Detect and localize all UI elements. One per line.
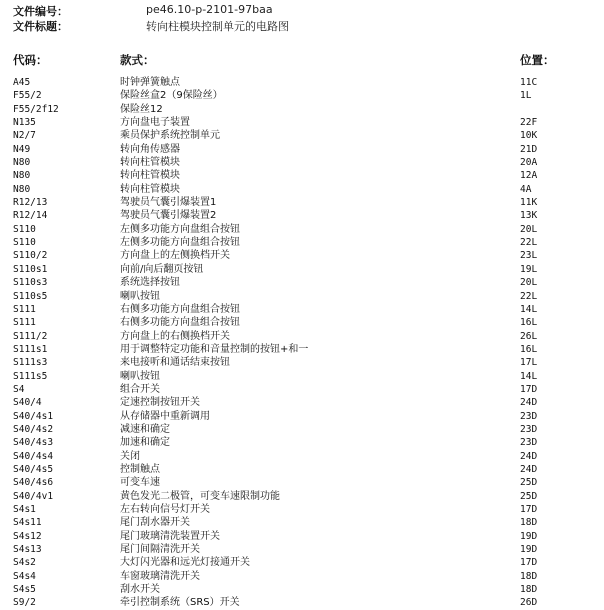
table-row bbox=[0, 263, 604, 276]
component-code: S40/4s2 bbox=[13, 423, 54, 435]
component-code: A45 bbox=[13, 77, 31, 88]
component-position: 12A bbox=[520, 170, 538, 182]
component-description: 可变车速 bbox=[120, 477, 160, 489]
component-description: 方向盘电子装置 bbox=[120, 117, 190, 129]
component-description: 组合开关 bbox=[120, 383, 160, 395]
component-position: 18D bbox=[520, 584, 538, 596]
column-header-code: 代码： bbox=[13, 53, 48, 67]
table-row bbox=[0, 476, 604, 489]
table-row bbox=[0, 169, 604, 182]
component-code: S4s12 bbox=[13, 530, 42, 542]
component-position: 19D bbox=[520, 530, 538, 542]
component-code: S110/2 bbox=[13, 250, 48, 262]
component-description: 从存储器中重新调用 bbox=[120, 410, 210, 422]
table-row bbox=[0, 129, 604, 142]
table-row bbox=[0, 530, 604, 543]
component-code: S111 bbox=[13, 317, 36, 329]
component-position: 23L bbox=[520, 250, 538, 262]
component-description: 尾门玻璃清洗装置开关 bbox=[120, 530, 220, 542]
component-description: 用于调整特定功能和音量控制的按钮+和一 bbox=[120, 343, 309, 355]
doc-number-label: 文件编号： bbox=[13, 5, 68, 18]
component-position: 24D bbox=[520, 397, 538, 409]
doc-number-value: pe46.10-p-2101-97baa bbox=[146, 3, 273, 16]
component-code: N80 bbox=[13, 157, 31, 169]
component-position: 22F bbox=[520, 117, 538, 129]
table-row bbox=[0, 89, 604, 102]
component-description: 关闭 bbox=[120, 450, 140, 462]
component-description: 定速控制按钮开关 bbox=[120, 397, 200, 409]
component-description: 尾门刮水器开关 bbox=[120, 517, 190, 529]
table-row bbox=[0, 423, 604, 436]
component-position: 25D bbox=[520, 477, 538, 489]
component-position: 20L bbox=[520, 223, 538, 235]
component-description: 右侧多功能方向盘组合按钮 bbox=[120, 303, 240, 315]
component-position: 14L bbox=[520, 303, 538, 315]
component-code: S40/4s5 bbox=[13, 463, 54, 475]
table-row bbox=[0, 463, 604, 476]
column-header-position: 位置： bbox=[520, 53, 555, 67]
table-row bbox=[0, 196, 604, 209]
table-row bbox=[0, 303, 604, 316]
component-position: 24D bbox=[520, 463, 538, 475]
component-code: S4s4 bbox=[13, 570, 36, 582]
component-description: 来电接听和通话结束按钮 bbox=[120, 357, 230, 369]
component-position: 26D bbox=[520, 597, 538, 609]
component-description: 转向柱管模块 bbox=[120, 170, 180, 182]
component-code: S4s2 bbox=[13, 557, 36, 569]
component-code: S40/4 bbox=[13, 397, 42, 409]
table-row bbox=[0, 223, 604, 236]
component-code: S111s1 bbox=[13, 343, 48, 355]
table-row bbox=[0, 330, 604, 343]
component-description: 方向盘上的左侧换档开关 bbox=[120, 250, 230, 262]
table-row bbox=[0, 583, 604, 596]
component-description: 左右转向信号灯开关 bbox=[120, 504, 210, 515]
component-code: R12/13 bbox=[13, 197, 48, 209]
component-position: 19L bbox=[520, 263, 538, 275]
component-code: S40/4s1 bbox=[13, 410, 54, 422]
component-code: N80 bbox=[13, 183, 31, 195]
component-description: 驾驶员气囊引爆装置2 bbox=[120, 210, 217, 222]
table-row bbox=[0, 596, 604, 609]
component-code: S40/4s3 bbox=[13, 437, 54, 449]
component-description: 保险丝12 bbox=[120, 103, 163, 115]
component-position: 17L bbox=[520, 357, 538, 369]
table-row bbox=[0, 570, 604, 583]
component-list bbox=[0, 76, 604, 610]
component-position: 26L bbox=[520, 330, 538, 342]
table-row bbox=[0, 316, 604, 329]
table-row bbox=[0, 410, 604, 423]
component-position: 18D bbox=[520, 517, 538, 529]
component-description: 乘员保护系统控制单元 bbox=[120, 130, 220, 142]
table-row bbox=[0, 236, 604, 249]
component-position: 1L bbox=[520, 90, 532, 102]
table-row bbox=[0, 343, 604, 356]
component-code: S111/2 bbox=[13, 330, 48, 342]
component-description: 减速和确定 bbox=[120, 423, 170, 435]
component-code: S40/4s4 bbox=[13, 450, 54, 462]
table-row bbox=[0, 209, 604, 222]
component-position: 11K bbox=[520, 197, 538, 209]
component-position: 10K bbox=[520, 130, 538, 142]
component-position: 22L bbox=[520, 290, 538, 302]
component-position: 23D bbox=[520, 423, 538, 435]
table-row bbox=[0, 156, 604, 169]
component-code: S4s11 bbox=[13, 517, 42, 529]
component-code: S110s5 bbox=[13, 290, 48, 302]
component-description: 保险丝盒2（9保险丝） bbox=[120, 90, 223, 102]
component-position: 4A bbox=[520, 183, 532, 195]
component-position: 20L bbox=[520, 277, 538, 289]
component-position: 17D bbox=[520, 504, 538, 515]
component-description: 大灯闪光器和远光灯接通开关 bbox=[120, 557, 250, 569]
component-position: 24D bbox=[520, 450, 538, 462]
component-code: S111s3 bbox=[13, 357, 48, 369]
component-code: S110 bbox=[13, 223, 36, 235]
component-description: 尾门间隔清洗开关 bbox=[120, 544, 200, 556]
component-description: 时钟弹簧触点 bbox=[120, 77, 180, 88]
table-row bbox=[0, 76, 604, 89]
column-header-description: 款式： bbox=[120, 53, 155, 67]
table-row bbox=[0, 383, 604, 396]
component-description: 牵引控制系统（SRS）开关 bbox=[120, 597, 240, 609]
component-code: S110s3 bbox=[13, 277, 48, 289]
component-description: 控制触点 bbox=[120, 463, 160, 475]
table-row bbox=[0, 543, 604, 556]
table-row bbox=[0, 183, 604, 196]
component-code: S40/4v1 bbox=[13, 490, 54, 502]
component-description: 右侧多功能方向盘组合按钮 bbox=[120, 317, 240, 329]
component-code: R12/14 bbox=[13, 210, 48, 222]
component-description: 黄色发光二极管，可变车速限制功能 bbox=[120, 490, 280, 502]
component-position: 22L bbox=[520, 237, 538, 249]
component-code: S110 bbox=[13, 237, 36, 249]
component-position: 14L bbox=[520, 370, 538, 382]
component-description: 驾驶员气囊引爆装置1 bbox=[120, 197, 217, 209]
component-position: 23D bbox=[520, 437, 538, 449]
table-row bbox=[0, 556, 604, 569]
table-row bbox=[0, 116, 604, 129]
component-position: 19D bbox=[520, 544, 538, 556]
component-position: 21D bbox=[520, 143, 538, 155]
component-code: S4s5 bbox=[13, 584, 36, 596]
doc-title-label: 文件标题： bbox=[13, 20, 68, 33]
component-code: N80 bbox=[13, 170, 31, 182]
component-description: 向前/向后翻页按钮 bbox=[120, 263, 204, 275]
component-code: F55/2f12 bbox=[13, 103, 59, 115]
component-description: 转向柱管模块 bbox=[120, 157, 180, 169]
table-row bbox=[0, 249, 604, 262]
component-description: 系统选择按钮 bbox=[120, 277, 180, 289]
component-description: 左侧多功能方向盘组合按钮 bbox=[120, 223, 240, 235]
component-code: S4s13 bbox=[13, 544, 42, 556]
table-row bbox=[0, 356, 604, 369]
component-code: S9/2 bbox=[13, 597, 36, 609]
component-description: 方向盘上的右侧换档开关 bbox=[120, 330, 230, 342]
component-description: 喇叭按钮 bbox=[120, 290, 160, 302]
table-row bbox=[0, 276, 604, 289]
component-code: S4 bbox=[13, 383, 25, 395]
component-description: 转向角传感器 bbox=[120, 143, 180, 155]
component-description: 加速和确定 bbox=[120, 437, 170, 449]
component-description: 车窗玻璃清洗开关 bbox=[120, 570, 200, 582]
table-row bbox=[0, 103, 604, 116]
component-position: 18D bbox=[520, 570, 538, 582]
component-position: 16L bbox=[520, 317, 538, 329]
component-description: 左侧多功能方向盘组合按钮 bbox=[120, 237, 240, 249]
table-row bbox=[0, 290, 604, 303]
table-row bbox=[0, 370, 604, 383]
component-description: 喇叭按钮 bbox=[120, 370, 160, 382]
component-position: 13K bbox=[520, 210, 538, 222]
table-row bbox=[0, 516, 604, 529]
component-code: F55/2 bbox=[13, 90, 42, 102]
component-code: S110s1 bbox=[13, 263, 48, 275]
component-position: 17D bbox=[520, 557, 538, 569]
table-row bbox=[0, 450, 604, 463]
component-description: 刮水开关 bbox=[120, 584, 160, 596]
component-description: 转向柱管模块 bbox=[120, 183, 180, 195]
table-row bbox=[0, 503, 604, 516]
table-row bbox=[0, 436, 604, 449]
component-position: 23D bbox=[520, 410, 538, 422]
component-code: N49 bbox=[13, 143, 31, 155]
table-row bbox=[0, 143, 604, 156]
component-position: 17D bbox=[520, 383, 538, 395]
table-row bbox=[0, 396, 604, 409]
component-code: N135 bbox=[13, 117, 36, 129]
component-position: 25D bbox=[520, 490, 538, 502]
component-position: 11C bbox=[520, 77, 538, 88]
component-code: N2/7 bbox=[13, 130, 36, 142]
component-code: S40/4s6 bbox=[13, 477, 54, 489]
component-code: S111s5 bbox=[13, 370, 48, 382]
table-row bbox=[0, 490, 604, 503]
component-code: S4s1 bbox=[13, 504, 36, 515]
doc-title-value: 转向柱模块控制单元的电路图 bbox=[146, 20, 289, 33]
component-code: S111 bbox=[13, 303, 36, 315]
component-position: 16L bbox=[520, 343, 538, 355]
component-position: 20A bbox=[520, 157, 538, 169]
